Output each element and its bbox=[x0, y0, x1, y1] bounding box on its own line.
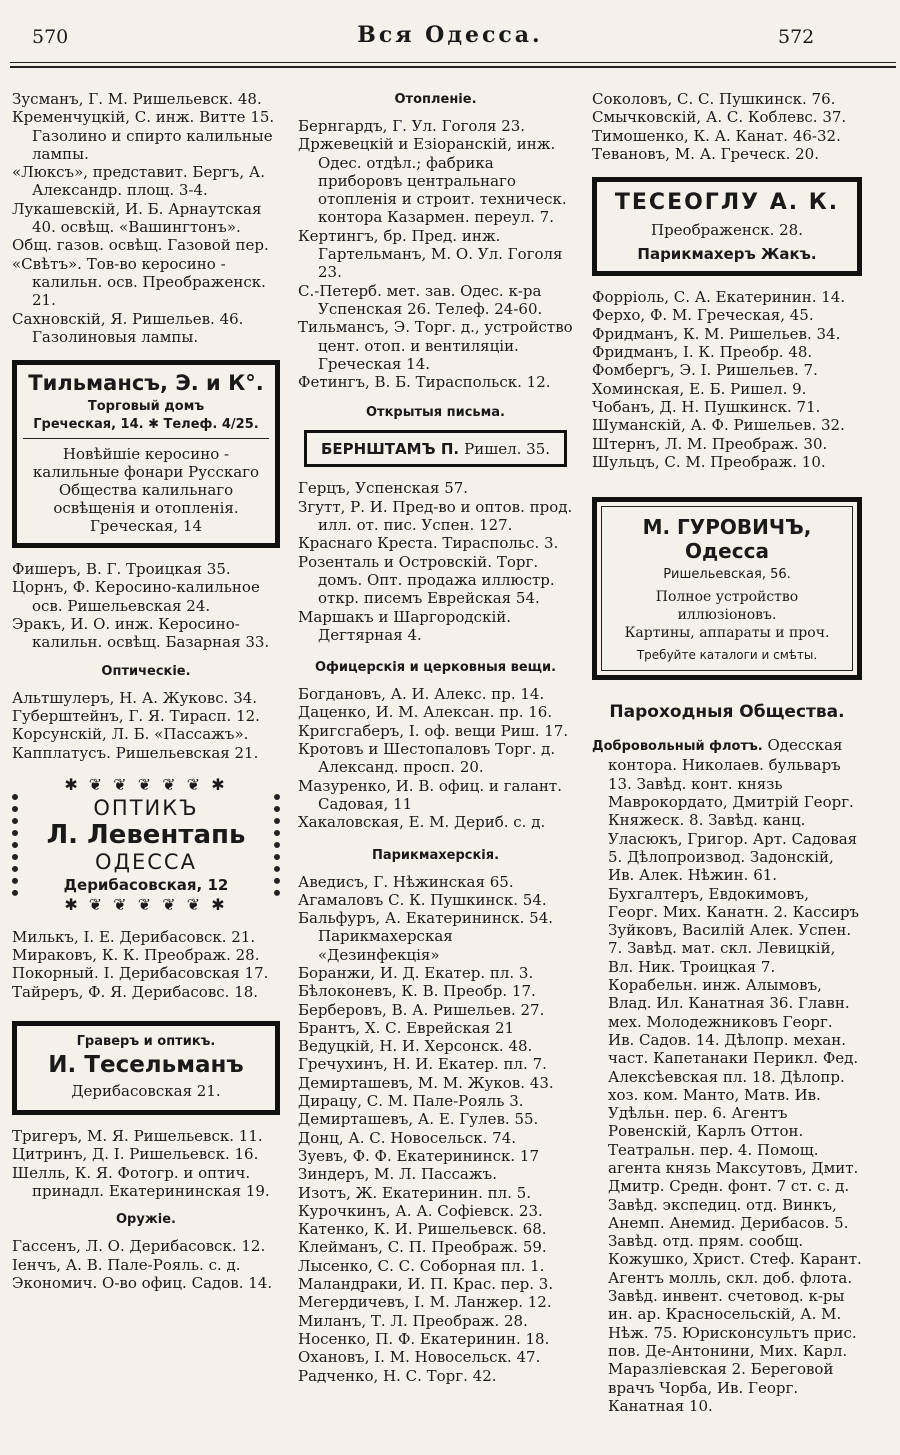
directory-entry: Сахновскій, Я. Ришельев. 46. Газолиновыя лампы. bbox=[12, 309, 244, 346]
section-postcards: Открытыя письма. bbox=[366, 405, 505, 421]
entry-list bbox=[12, 1127, 280, 1200]
ad-tilmans-address: Греческая, 14. ✱ Телеф. 4/25. bbox=[33, 417, 259, 433]
directory-entry: Зиндеръ, М. Л. Пассажъ. bbox=[298, 1165, 497, 1184]
directory-entry: Бальфуръ, А. Екатерининск. 54. Парикмахерская «Дезинфекція» bbox=[298, 909, 554, 964]
directory-entry: Хакаловская, Е. М. Дериб. с. д. bbox=[298, 813, 546, 832]
page-header bbox=[0, 22, 900, 56]
section-weapons: Оружіе. bbox=[116, 1212, 176, 1228]
directory-entry: Фомбергъ, Э. І. Ришельев. 7. bbox=[592, 361, 818, 380]
directory-entry: Аведисъ, Г. Нѣжинская 65. bbox=[298, 872, 514, 891]
directory-entry: «Люксъ», представит. Бергъ, А. Александр. площ. 3-4. bbox=[12, 163, 265, 200]
directory-entry: Кременчуцкій, С. инж. Витте 15. Газолино и спирто калильные лампы. bbox=[12, 108, 275, 163]
page-number-right: 572 bbox=[778, 26, 815, 48]
section-barbers: Парикмахерскія. bbox=[371, 847, 500, 863]
directory-entry: Тайреръ, Ф. Я. Дерибасовс. 18. bbox=[12, 982, 259, 1001]
column-right bbox=[592, 90, 862, 1415]
directory-entry: Чобанъ, Д. Н. Пушкинск. 71. bbox=[592, 397, 821, 416]
ad-tilmans-text: Новѣйшіе керосино - калильные фонари Русскаго Общества калильнаго освѣщенія и отопленія. Греческая, 14 bbox=[32, 445, 260, 536]
header-rule bbox=[10, 62, 896, 63]
ad-teseoglu bbox=[592, 177, 862, 276]
directory-entry: Тригеръ, М. Я. Ришельевск. 11. bbox=[12, 1127, 263, 1146]
ad-levental-address: Дерибасовская, 12 bbox=[63, 875, 229, 894]
directory-entry: Розенталь и Островскій. Торг. домъ. Опт. продажа иллюстр. откр. писемъ Еврейская 54. bbox=[298, 552, 555, 608]
directory-entry: Лукашевскій, И. Б. Арнаутская 40. освѣщ. «Вашингтонъ». bbox=[12, 199, 262, 237]
directory-entry: Згутт, Р. И. Пред-во и оптов. прод. илл. от. пис. Успен. 127. bbox=[298, 497, 573, 535]
directory-entry: Донц, А. С. Новосельск. 74. bbox=[298, 1128, 517, 1147]
entry-list bbox=[12, 1237, 280, 1292]
ad-gurovich-name: М. ГУРОВИЧЪ, Одесса bbox=[642, 515, 812, 564]
directory-entry: Зуевъ, Ф. Ф. Екатерининск. 17 bbox=[298, 1146, 539, 1165]
directory-entry: Демирташевъ, А. Е. Гулев. 55. bbox=[298, 1110, 539, 1129]
directory-entry: Іенчъ, А. В. Пале-Рояль. с. д. bbox=[12, 1255, 241, 1274]
ornament-top: ✱ ❦ ❦ ❦ ❦ ❦ ✱ bbox=[64, 774, 228, 794]
directory-entry: Брантъ, Х. С. Еврейская 21 bbox=[298, 1018, 515, 1037]
directory-entry: Бѣлоконевъ, К. В. Преобр. 17. bbox=[298, 982, 536, 1001]
running-title: Вся Одесса. bbox=[357, 22, 543, 48]
column-middle bbox=[298, 90, 573, 1385]
directory-entry: Фридманъ, І. К. Преобр. 48. bbox=[592, 343, 813, 362]
ad-teseoglu-sub: Парикмахеръ Жакъ. bbox=[637, 245, 817, 264]
directory-entry: Штернъ, Л. М. Преображ. 30. bbox=[592, 434, 828, 453]
entry-list bbox=[12, 689, 280, 762]
directory-entry: Шульцъ, С. М. Преображ. 10. bbox=[592, 452, 826, 471]
directory-entry: Соколовъ, С. С. Пушкинск. 76. bbox=[592, 90, 836, 108]
directory-entry: Бернгардъ, Г. Ул. Гоголя 23. bbox=[298, 117, 526, 135]
directory-entry: Изотъ, Ж. Екатеринин. пл. 5. bbox=[298, 1183, 532, 1202]
column-left bbox=[12, 90, 280, 1292]
directory-entry: Экономич. О-во офиц. Садов. 14. bbox=[12, 1273, 273, 1292]
directory-entry: Мегердичевъ, І. М. Ланжер. 12. bbox=[298, 1293, 552, 1312]
directory-entry: Краснаго Креста. Тираспольс. 3. bbox=[298, 534, 559, 553]
section-shipping: Пароходныя Общества. bbox=[609, 702, 845, 723]
ad-gurovich bbox=[592, 497, 862, 680]
directory-entry: Цитринъ, Д. І. Ришельевск. 16. bbox=[12, 1145, 259, 1164]
fleet-entry bbox=[592, 736, 862, 1415]
directory-entry: Смычковскій, А. С. Коблевс. 37. bbox=[592, 108, 847, 127]
directory-entry: Боранжи, И. Д. Екатер. пл. 3. bbox=[298, 963, 534, 982]
directory-entry: Држевецкій и Езіоранскій, инж. Одес. отдѣл.; фабрика приборовъ центральнаго отопленія и строит. техническ. контора Казармен. переул. 7. bbox=[298, 135, 567, 227]
entry-list bbox=[298, 479, 573, 644]
directory-entry: Общ. газов. освѣщ. Газовой пер. bbox=[12, 236, 269, 255]
directory-entry: Дирацу, С. М. Пале-Рояль 3. bbox=[298, 1092, 524, 1111]
directory-entry: Губерштейнъ, Г. Я. Тирасп. 12. bbox=[12, 706, 260, 725]
entry-list bbox=[298, 873, 573, 1385]
entry-list bbox=[592, 90, 862, 163]
ad-levental bbox=[12, 772, 280, 918]
ad-gurovich-line2: Картины, аппараты и проч. bbox=[624, 625, 830, 642]
directory-entry: Кригсгаберъ, І. оф. вещи Риш. 17. bbox=[298, 721, 569, 740]
entry-list bbox=[12, 928, 280, 1001]
ornament-bottom: ✱ ❦ ❦ ❦ ❦ ❦ ✱ bbox=[64, 894, 228, 914]
fleet-text: Одесская контора. Николаев. бульваръ 13. Завѣд. конт. князь Маврокордато, Дмитрій Георг. Княжеск. 8. Завѣд. канц. Уласюкъ, Григор. Арт. Садовая 5. Дѣлопроизвод. Задонскій, Ив. Алек. Нѣжин. 61. Бухгалтеръ, Евдокимовъ, Георг. Мих. Канатн. 2. Кассиръ Зуйковъ, Василій Алек. Успен. 7. Завѣд. мат. скл. Левицкій, Вл. Ник. Троицкая 7. Корабельн. инж. Алымовъ, Влад. Ил. Канатная 36. Главн. мех. Молодежниковъ Георг. Ив. Садов. 14. Дѣлопр. механ. част. Капетанаки Перикл. Фед. Алексѣевская пл. 18. Дѣлопр. хоз. ком. Манто, Матв. Ив. Удѣльн. пер. 6. Агентъ Ровенскій, Карлъ Оттон. Театральн. пер. 4. Помощ. агента князь Максутовъ, Дмит. Дмитр. Средн. фонт. 7 ст. с. д. Завѣд. экспедиц. отд. Винкъ, Анемп. Анемид. Дерибасов. 5. Завѣд. отд. прям. сообщ. Кожушко, Христ. Стеф. Карант. Агентъ молль, скл. доб. флота. Завѣд. инвент. счетовод. к-ры ин. ар. Красносельскій, А. М. Нѣж. 75. Юрисконсультъ прис. пов. Де-Антонини, Мих. Карл. Маразліевская 2. Береговой врачъ Чорба, Ив. Георг. Канатная 10. bbox=[608, 736, 862, 1415]
ad-teseoglu-address: Преображенск. 28. bbox=[650, 221, 803, 240]
directory-entry: Шелль, К. Я. Фотогр. и оптич. принадл. Екатерининская 19. bbox=[12, 1163, 270, 1200]
ad-levental-name: Л. Левентапь bbox=[46, 819, 246, 850]
directory-entry: Агамаловъ С. К. Пушкинск. 54. bbox=[298, 890, 547, 909]
ad-bernshtam bbox=[304, 430, 567, 467]
entry-list bbox=[298, 685, 573, 831]
ad-gurovich-line1: Полное устройство иллюзіоновъ. bbox=[655, 589, 799, 624]
section-optical: Оптическіе. bbox=[101, 663, 191, 679]
directory-entry: Милькъ, І. Е. Дерибасовск. 21. bbox=[12, 927, 256, 946]
directory-entry: Мираковъ, К. К. Преображ. 28. bbox=[12, 946, 260, 965]
ad-teselman bbox=[12, 1021, 280, 1115]
ad-bernshtam-address: Ришел. 35. bbox=[464, 440, 551, 459]
directory-entry: Маршакъ и Шаргородскій. Дегтярная 4. bbox=[298, 607, 512, 644]
ad-teselman-address: Дерибасовская 21. bbox=[71, 1082, 221, 1101]
ad-gurovich-line3: Требуйте каталоги и смѣты. bbox=[636, 648, 818, 663]
section-officer: Офицерскія и церковныя вещи. bbox=[314, 660, 557, 676]
directory-entry: Фетингъ, В. Б. Тираспольск. 12. bbox=[298, 373, 551, 392]
page-number-left: 570 bbox=[32, 26, 69, 48]
ad-bernshtam-name: БЕРНШТАМЪ П. bbox=[320, 440, 460, 459]
directory-entry: Лысенко, С. С. Соборная пл. 1. bbox=[298, 1256, 545, 1275]
directory-entry: Капплатусъ. Ришельевская 21. bbox=[12, 743, 259, 762]
directory-entry: Фридманъ, К. М. Ришельев. 34. bbox=[592, 324, 841, 343]
directory-entry: Мазуренко, И. В. офиц. и галант. Садовая, 11 bbox=[298, 776, 562, 813]
directory-entry: Эракъ, И. О. инж. Керосино-калильн. освѣщ. Базарная 33. bbox=[12, 615, 270, 652]
directory-entry: Ферхо, Ф. М. Греческая, 45. bbox=[592, 306, 814, 325]
directory-entry: Цорнъ, Ф. Керосино-калильное осв. Ришельевская 24. bbox=[12, 578, 260, 615]
section-heating: Отопленіе. bbox=[394, 92, 477, 107]
directory-entry: Радченко, Н. С. Торг. 42. bbox=[298, 1366, 497, 1385]
directory-entry: Хоминская, Е. Б. Ришел. 9. bbox=[592, 379, 807, 398]
directory-entry: Берберовъ, В. А. Ришельев. 27. bbox=[298, 1000, 545, 1019]
ad-tilmans-name: Тильмансъ, Э. и К°. bbox=[28, 371, 264, 396]
ad-tilmans bbox=[12, 360, 280, 548]
directory-entry: Покорный. І. Дерибасовская 17. bbox=[12, 964, 269, 983]
ad-levental-top: ОПТИКЪ bbox=[93, 795, 199, 820]
directory-entry: Кротовъ и Шестопаловъ Торг. д. Александ. просп. 20. bbox=[298, 740, 556, 777]
directory-entry: С.-Петерб. мет. зав. Одес. к-ра Успенская 26. Телеф. 24-60. bbox=[298, 281, 543, 318]
entry-list bbox=[592, 288, 862, 471]
entry-list bbox=[12, 560, 280, 651]
directory-entry: Форріоль, С. А. Екатеринин. 14. bbox=[592, 288, 846, 307]
header-rule-double bbox=[10, 66, 896, 68]
directory-entry: Даценко, И. М. Алексан. пр. 16. bbox=[298, 703, 553, 722]
directory-entry: Демирташевъ, М. М. Жуков. 43. bbox=[298, 1073, 554, 1092]
directory-entry: Фишеръ, В. Г. Троицкая 35. bbox=[12, 560, 231, 579]
directory-entry: Носенко, П. Ф. Екатеринин. 18. bbox=[298, 1329, 550, 1348]
directory-entry: Курочкинъ, А. А. Софіевск. 23. bbox=[298, 1201, 543, 1220]
directory-entry: Катенко, К. И. Ришельевск. 68. bbox=[298, 1220, 547, 1239]
ad-teselman-subtitle: Граверъ и оптикъ. bbox=[76, 1034, 216, 1050]
directory-entry: Охановъ, І. М. Новосельск. 47. bbox=[298, 1348, 541, 1367]
directory-entry: Тимошенко, К. А. Канат. 46-32. bbox=[592, 126, 841, 145]
directory-entry: Альтшулеръ, Н. А. Жуковс. 34. bbox=[12, 688, 258, 707]
directory-entry: Богдановъ, А. И. Алекс. пр. 14. bbox=[298, 685, 545, 704]
directory-entry: Гречухинъ, Н. И. Екатер. пл. 7. bbox=[298, 1055, 547, 1074]
ad-levental-city: ОДЕССА bbox=[95, 849, 197, 874]
directory-entry: Корсунскій, Л. Б. «Пассажъ». bbox=[12, 725, 249, 744]
directory-entry: Миланъ, Т. Л. Преображ. 28. bbox=[298, 1311, 528, 1330]
ad-tilmans-subtitle: Торговый домъ bbox=[87, 399, 205, 415]
directory-entry: Шуманскій, А. Ф. Ришельев. 32. bbox=[592, 416, 845, 435]
directory-entry: Маландраки, И. П. Крас. пер. 3. bbox=[298, 1275, 554, 1294]
ad-teselman-name: И. Тесельманъ bbox=[48, 1052, 244, 1079]
entry-list bbox=[12, 90, 280, 346]
directory-entry: Зусманъ, Г. М. Ришельевск. 48. bbox=[12, 90, 262, 108]
directory-entry: Гассенъ, Л. О. Дерибасовск. 12. bbox=[12, 1237, 266, 1256]
directory-entry: Кертингъ, бр. Пред. инж. Гартельманъ, М. О. Ул. Гоголя 23. bbox=[298, 226, 563, 282]
fleet-intro: Добровольный флотъ. bbox=[592, 739, 763, 755]
directory-entry: Герцъ, Успенская 57. bbox=[298, 479, 469, 498]
directory-entry: Клейманъ, С. П. Преображ. 59. bbox=[298, 1238, 547, 1257]
entry-list bbox=[298, 117, 573, 391]
ad-teseoglu-name: ТЕСЕОГЛУ А. К. bbox=[614, 190, 840, 216]
directory-entry: Ведуцкій, Н. И. Херсонск. 48. bbox=[298, 1037, 533, 1056]
directory-entry: «Свѣтъ». Тов-во керосино - калильн. осв. Преображенск. 21. bbox=[12, 254, 266, 310]
directory-entry: Тильмансъ, Э. Торг. д., устройство цент. отоп. и вентиляціи. Греческая 14. bbox=[298, 318, 573, 373]
directory-entry: Тевановъ, М. А. Греческ. 20. bbox=[592, 144, 819, 163]
ad-gurovich-address: Ришельевская, 56. bbox=[663, 567, 791, 583]
